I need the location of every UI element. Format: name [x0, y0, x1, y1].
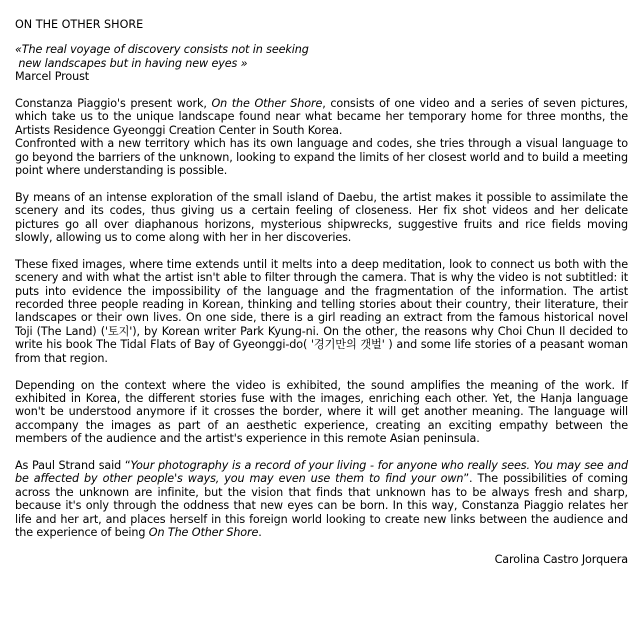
paragraph-text: , consists of one video and a series of seven pictures, which take us to the unique landscape found near what became her temporary home for three months, the Artists Residence Gyeonggi Creation Center in South Korea. [15, 97, 628, 137]
work-title: On The Other Shore [148, 525, 259, 539]
author-signature: Carolina Castro Jorquera [494, 552, 628, 566]
epigraph-line: new landscapes but in having new eyes » [15, 56, 248, 70]
paragraph-text: . [258, 525, 262, 539]
strand-quote: Your photography is a record of your living - for anyone who really sees. You may see and be affected by other people's ways, you may even use them to find your own [15, 458, 628, 486]
paragraph-context: Depending on the context where the video is exhibited, the sound amplifies the meaning of the work. If exhibited in Korea, the different stories fuse with the images, enriching each other. Yet, the Hanja language won't be understood anymore if it crosses the border, where it will get another meaning. The language will accompany the images as part of an aesthetic experience, creating an exciting empathy between the members of the audience and the artist's experience in this remote Asian peninsula. [15, 378, 628, 446]
paragraph-confronted: Confronted with a new territory which has its own language and codes, she tries through a visual language to go beyond the barriers of the unknown, looking to expand the limits of her closest world and to build a meeting point where understanding is possible. [15, 137, 628, 178]
paragraph-paul-strand [15, 459, 628, 539]
epigraph-line: «The real voyage of discovery consists not in seeking [15, 43, 309, 57]
epigraph [15, 43, 628, 83]
epigraph-quote [15, 43, 628, 70]
paragraph-intro [15, 97, 628, 137]
epigraph-author: Marcel Proust [15, 70, 90, 84]
paragraph-daebu: By means of an intense exploration of the small island of Daebu, the artist makes it possible to assimilate the scenery and its codes, thus giving us a certain feeling of closeness. Her fix shot videos and her delicate pictures go all over diaphanous horizons, mysterious shipwrecks, suggestive fruits and rice fields moving slowly, allowing us to come along with her in her discoveries. [15, 190, 628, 245]
document-title: ON THE OTHER SHORE [15, 18, 144, 31]
paragraph-text: ”. The possibilities of coming across the unknown are infinite, but the vision that finds that unknown has to be always fresh and sharp, because it's only through the oddness that new eyes can be born. In this way, Constanza Piaggio relates her life and her art, and places herself in this foreign world looking to create new links between the audience and the experience of being [15, 472, 628, 539]
paragraph-text: As Paul Strand said “ [15, 458, 131, 472]
paragraph-text: Constanza Piaggio's present work, [15, 97, 212, 111]
paragraph-fixed-images: These fixed images, where time extends until it melts into a deep meditation, look to connect us both with the scenery and with what the artist isn't able to filter through the camera. That is why the video is not subtitled: it puts into evidence the impossibility of the language and the fragmentation of the information. The artist recorded three people reading in Korean, thinking and telling stories about their country, their literature, their landscapes or their own lives. On one side, there is a girl reading an extract from the famous historical novel Toji (The Land) ('토지'), by Korean writer Park Kyung-ni. On the other, the reasons why Choi Chun Il decided to write his book The Tidal Flats of Bay of Gyeonggi-do( '경기만의 갯벌' ) and some life stories of a peasant woman from that region. [15, 257, 628, 365]
work-title: On the Other Shore [211, 97, 323, 111]
